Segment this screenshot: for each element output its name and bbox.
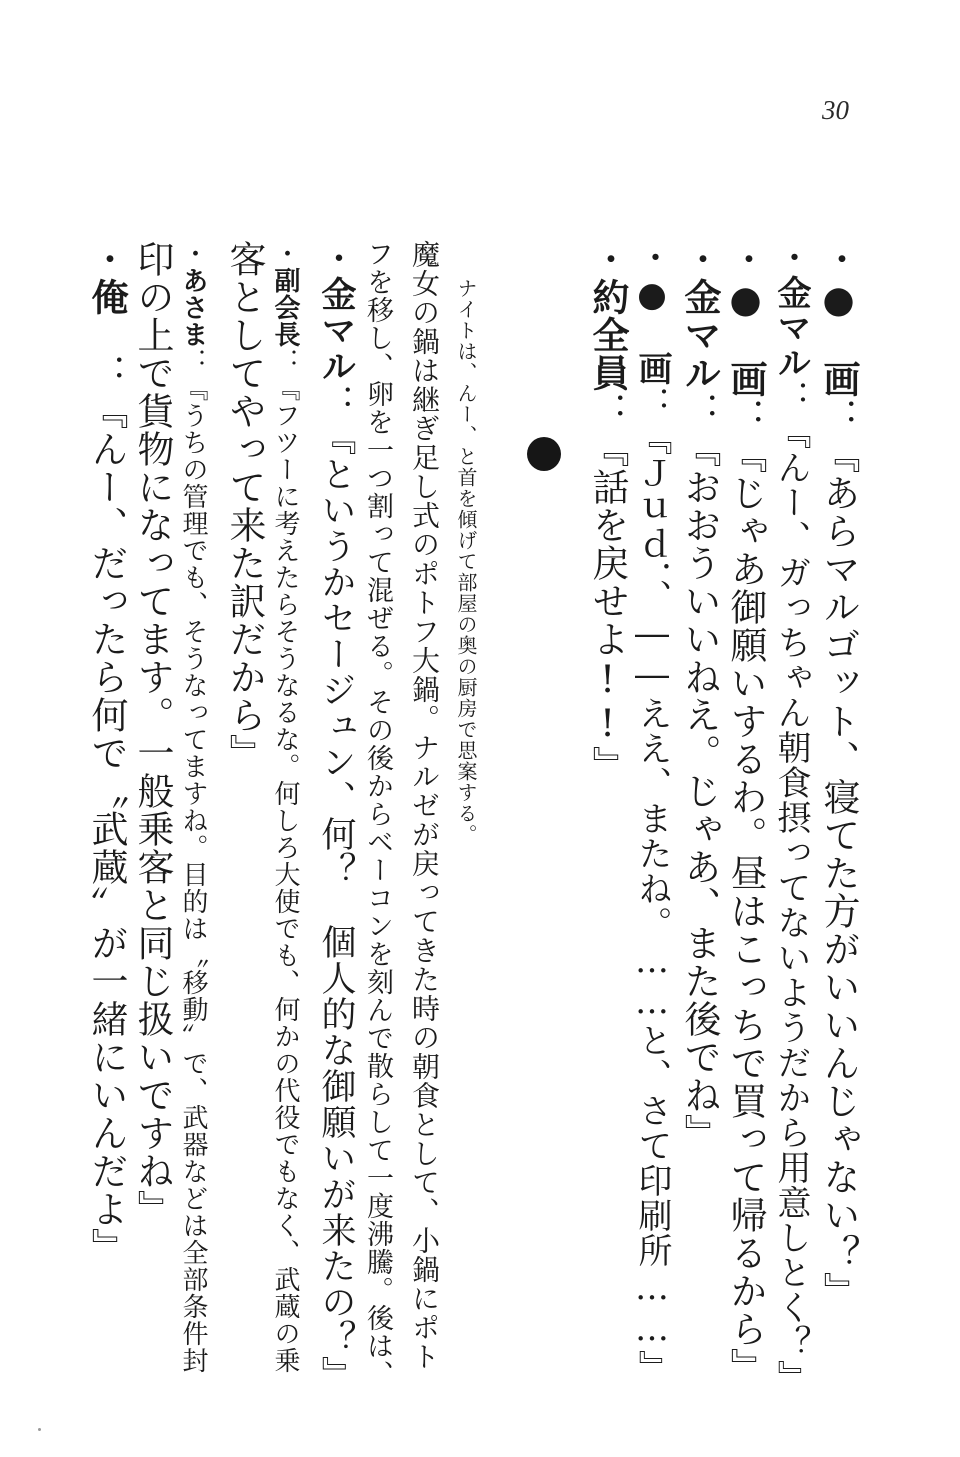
dialogue-text: 『うちの管理でも、そうなってますね。目的は〝移動〟で、武器などは全部条件封 xyxy=(178,375,208,1374)
speaker-name: 金マル xyxy=(316,276,356,384)
speaker-colon: ： xyxy=(85,316,128,392)
bullet-mark: ・ xyxy=(817,240,860,278)
page-number: 30 xyxy=(822,95,849,125)
bullet-mark: ・ xyxy=(85,240,128,278)
bullet-mark: ・ xyxy=(270,240,300,267)
speaker-name: 俺 xyxy=(85,278,128,316)
speaker-colon: ： xyxy=(678,392,721,430)
narrative-line-3: フを移し、卵を一つ割って混ぜる。その後からベーコンを刻んで散らして一度沸騰。後は、 xyxy=(362,240,393,1388)
dialogue2-line-6 xyxy=(85,240,128,1380)
speaker-name: ● 画 xyxy=(632,275,672,386)
bullet-mark: ・ xyxy=(586,240,629,278)
speaker-colon: ： xyxy=(270,348,300,375)
dialogue-text: 『あらマルゴット、寝てた方がいいんじゃない？』 xyxy=(817,436,860,1310)
bullet-mark: ・ xyxy=(771,240,811,275)
dialogue-line-2 xyxy=(771,240,811,1395)
dialogue-text: 『Ｊｕｄ．、――ええ、またね。……と、さて印刷所……』 xyxy=(632,421,672,1385)
speaker-name: 金マル xyxy=(771,275,811,380)
narrative-line-2: 魔女の鍋は継ぎ足し式のポトフ大鍋。ナルゼが戻ってきた時の朝食として、小鍋にポト xyxy=(408,240,441,1371)
dialogue-text: 『んー、ガっちゃん朝食摂ってないようだから用意しとく？』 xyxy=(771,415,811,1395)
dialogue-text: 『というかセージュン、何？ 個人的な御願いが来たの？』 xyxy=(316,420,356,1392)
bullet-mark: ・ xyxy=(178,240,208,267)
dialogue-text: 『おおういいねえ。じゃあ、また後でね』 xyxy=(678,430,721,1152)
dialogue-text: 印の上で貨物になってます。一般乗客と同じ扱いですね』 xyxy=(131,240,174,1228)
speaker-name: ● 画 xyxy=(724,278,767,398)
bullet-mark: ・ xyxy=(678,240,721,278)
dialogue-text: 『んー、だったら何で〝武蔵〟が一緒にいんだよ』 xyxy=(85,392,128,1266)
dialogue-text: 客としてやって来た訳だから』 xyxy=(223,240,266,772)
dialogue2-line-5 xyxy=(131,240,174,1380)
dialogue2-line-3 xyxy=(223,240,266,1380)
dialogue-line-6 xyxy=(586,240,629,1380)
speaker-name: 約全員 xyxy=(586,278,629,392)
dialogue-text: 『話を戻せよ!!』 xyxy=(586,430,629,784)
bullet-mark: ・ xyxy=(316,240,356,276)
speaker-colon: ： xyxy=(316,384,356,420)
speaker-name: 副会長 xyxy=(270,267,300,348)
narrative-line-1: ナイトは、んー、と首を傾げて部屋の奥の厨房で思案する。 xyxy=(454,278,478,845)
speaker-colon: ： xyxy=(817,398,860,436)
dialogue-line-4 xyxy=(678,240,721,1380)
bullet-mark: ・ xyxy=(724,240,767,278)
dialogue2-line-1 xyxy=(316,240,356,1392)
dialogue-line-1 xyxy=(817,240,860,1380)
dialogue-text: 『フツーに考えたらそうなるな。何しろ大使でも、何かの代役でもなく、武蔵の乗 xyxy=(270,375,300,1374)
speaker-colon: ： xyxy=(724,398,767,436)
speaker-name: ● 画 xyxy=(817,278,860,398)
speaker-colon: ： xyxy=(632,386,672,421)
dialogue-line-5 xyxy=(632,240,672,1385)
dialogue2-line-4 xyxy=(180,240,206,1380)
dialogue-line-3 xyxy=(724,240,767,1386)
speaker-colon: ： xyxy=(771,380,811,415)
speaker-colon: ： xyxy=(586,392,629,430)
speaker-name: あさま xyxy=(178,267,208,348)
speaker-colon: ： xyxy=(178,348,208,375)
scan-speck xyxy=(38,1428,41,1431)
bullet-mark: ・ xyxy=(632,240,672,275)
dialogue2-line-2 xyxy=(272,240,298,1380)
scene-break-dot xyxy=(527,437,561,471)
speaker-name: 金マル xyxy=(678,278,721,392)
dialogue-text: 『じゃあ御願いするわ。昼はこっちで買って帰るから』 xyxy=(724,436,767,1386)
